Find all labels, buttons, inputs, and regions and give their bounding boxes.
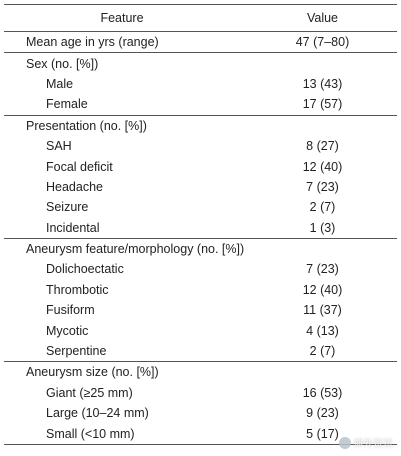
value-cell: 12 (40) bbox=[302, 282, 343, 297]
feature-cell: Sex (no. [%]) bbox=[4, 53, 254, 74]
table-row bbox=[4, 383, 397, 403]
table-row bbox=[4, 403, 397, 423]
value-cell: 5 (17) bbox=[254, 423, 397, 444]
table-row bbox=[4, 280, 397, 300]
watermark bbox=[339, 435, 393, 450]
feature-cell: SAH bbox=[46, 139, 72, 154]
table-row bbox=[4, 74, 397, 94]
feature-cell: Large (10–24 mm) bbox=[46, 406, 149, 421]
value-cell: 2 (7) bbox=[309, 200, 336, 215]
value-cell: 9 (23) bbox=[306, 406, 339, 421]
table-category-row bbox=[4, 362, 397, 383]
feature-cell: Thrombotic bbox=[46, 282, 109, 297]
feature-cell: Presentation (no. [%]) bbox=[4, 115, 254, 136]
value-cell: 8 (27) bbox=[306, 139, 339, 154]
wechat-logo-icon bbox=[339, 437, 351, 449]
feature-cell: Serpentine bbox=[46, 344, 107, 359]
table-row bbox=[4, 156, 397, 176]
value-cell: 16 (53) bbox=[302, 385, 343, 400]
value-cell: 12 (40) bbox=[302, 159, 343, 174]
value-cell: 17 (57) bbox=[302, 97, 343, 112]
value-cell: 2 (7) bbox=[309, 344, 336, 359]
feature-cell: Fusiform bbox=[46, 303, 95, 318]
feature-cell: Female bbox=[46, 97, 88, 112]
value-cell: 4 (13) bbox=[306, 323, 339, 338]
table-category-row bbox=[4, 53, 397, 74]
table-category-row bbox=[4, 238, 397, 259]
feature-cell: Aneurysm feature/morphology (no. [%]) bbox=[4, 238, 254, 259]
feature-cell: Giant (≥25 mm) bbox=[46, 385, 133, 400]
feature-cell: Seizure bbox=[46, 200, 89, 215]
feature-cell: Focal deficit bbox=[46, 159, 113, 174]
watermark-text: 神外资讯 bbox=[353, 439, 393, 450]
value-cell: 13 (43) bbox=[302, 76, 343, 91]
value-cell: 11 (37) bbox=[303, 303, 342, 318]
table-category-row bbox=[4, 32, 397, 53]
value-cell bbox=[254, 362, 397, 383]
feature-cell: Mean age in yrs (range) bbox=[26, 35, 159, 50]
table-header bbox=[4, 5, 397, 32]
feature-cell: Headache bbox=[46, 179, 103, 194]
header-row bbox=[4, 5, 397, 32]
value-cell: 7 (23) bbox=[306, 262, 339, 277]
value-cell: 7 (23) bbox=[306, 179, 339, 194]
feature-cell: Small (<10 mm) bbox=[4, 423, 254, 444]
table-row bbox=[4, 341, 397, 362]
table-row bbox=[4, 136, 397, 156]
feature-cell: Incidental bbox=[46, 220, 100, 235]
feature-cell: Aneurysm size (no. [%]) bbox=[4, 362, 254, 383]
feature-cell: Dolichoectatic bbox=[46, 262, 124, 277]
table-row bbox=[4, 320, 397, 340]
table-row bbox=[4, 177, 397, 197]
table-row bbox=[4, 259, 397, 279]
table-row bbox=[4, 94, 397, 115]
patient-characteristics-table bbox=[4, 4, 397, 445]
value-cell bbox=[254, 115, 397, 136]
value-cell: 1 (3) bbox=[309, 220, 336, 235]
table-body bbox=[4, 32, 397, 445]
table-row bbox=[4, 218, 397, 239]
header-feature: Feature bbox=[4, 5, 254, 32]
value-cell bbox=[254, 53, 397, 74]
header-value: Value bbox=[254, 5, 397, 32]
value-cell bbox=[254, 238, 397, 259]
value-cell: 47 (7–80) bbox=[295, 35, 350, 50]
table-category-row bbox=[4, 115, 397, 136]
table-row bbox=[4, 300, 397, 320]
table-row bbox=[4, 197, 397, 217]
feature-cell: Male bbox=[46, 76, 74, 91]
feature-cell: Mycotic bbox=[46, 323, 89, 338]
